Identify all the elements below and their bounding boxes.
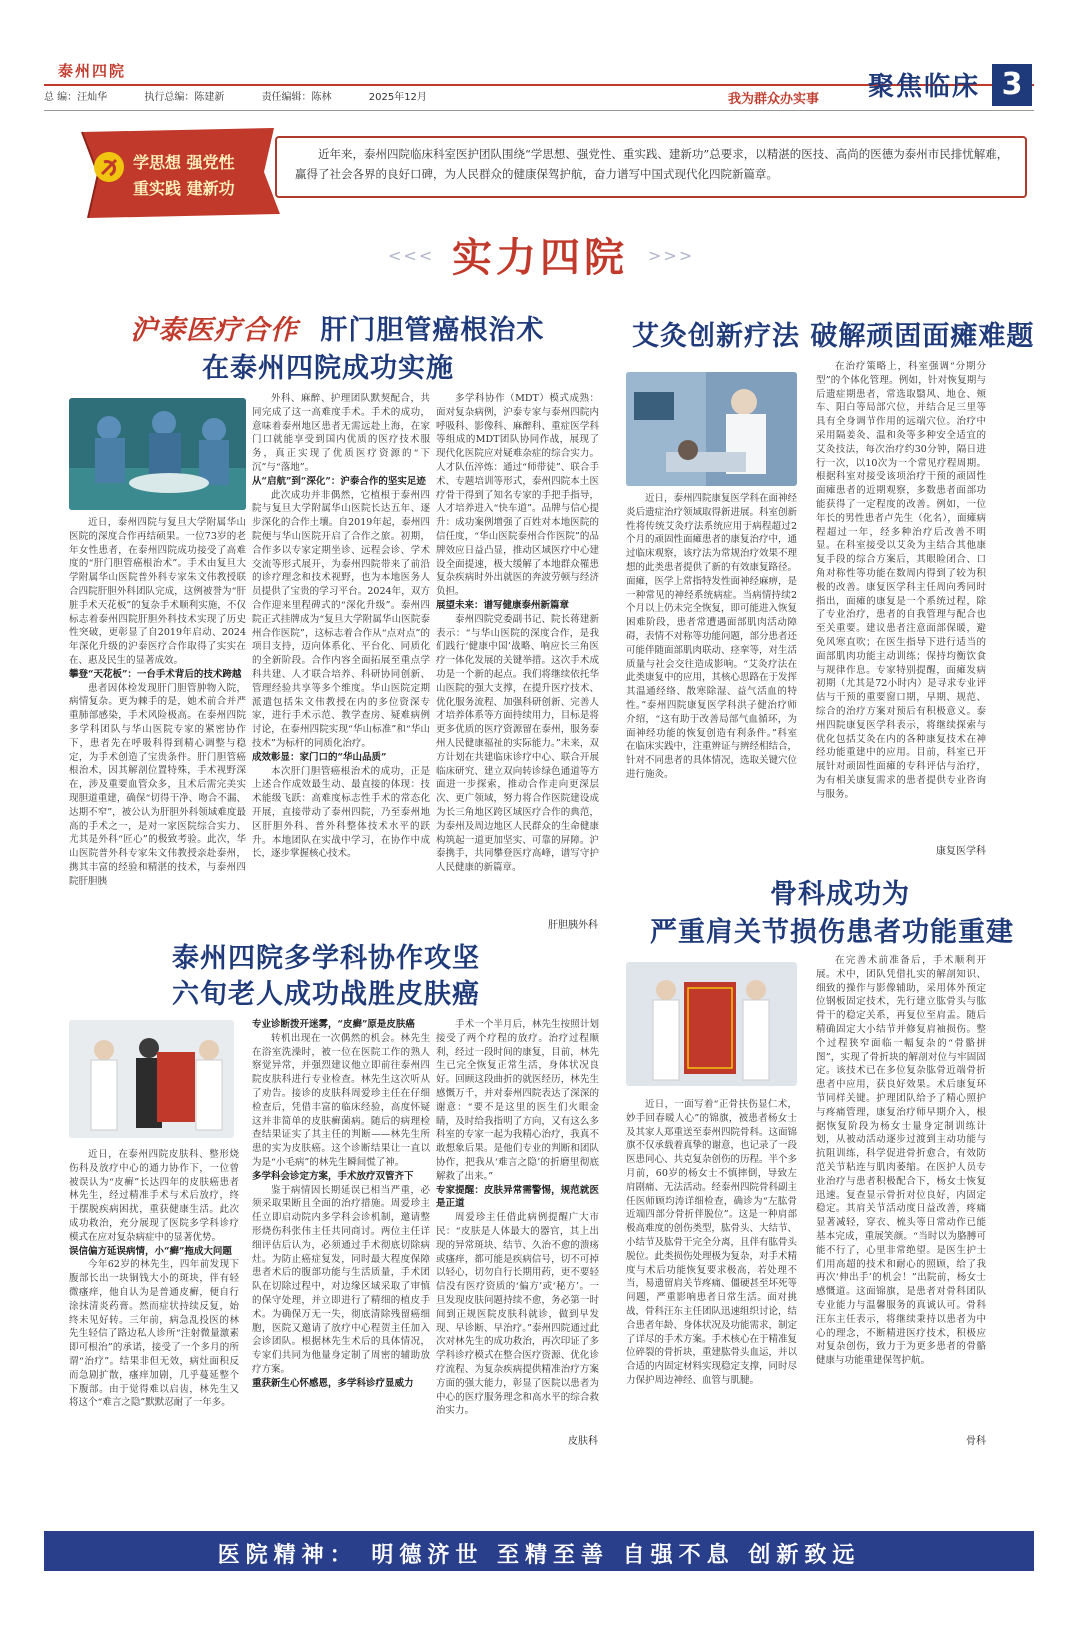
article3-col2-subheading-1: 专业诊断拨开迷雾，“皮癣”原是皮肤癌 (252, 1019, 415, 1030)
article3-col1-para: 近日，在泰州四院皮肤科、整形烧伤科及放疗中心的通力协作下，一位曾被误认为“皮癣”长达四年的皮肤癌患者林先生，经过精准手术与术后放疗，终于摆脱疾病困扰，重获健康生活。此次成功救治，充分展现了医院多学科诊疗模式在应对复杂病症中的显著优势。 (69, 1149, 239, 1243)
article2-photo-treatment (626, 372, 797, 486)
article3-col3-para: 手术一个半月后，林先生按照计划接受了两个疗程的放疗。治疗过程顺利，经过一段时间的康复，目前，林先生已完全恢复正常生活，身体状况良好。回顾这段曲折的就医经历，林先生感慨万千，并对泰州四院表达了深深的谢意：“要不是这里的医生们火眼金睛，及时给我指明了方向，又有这么多科室的专家一起为我精心治疗，我真不敢想象后果。是他们专业的判断和团队协作，把我从‘难言之隐’的折磨里彻底解救了出来。” (436, 1019, 599, 1182)
article4-dept: 骨科 (966, 1436, 986, 1447)
article2-title: 艾灸创新疗法 破解顽固面瘫难题 (632, 321, 1035, 352)
masthead-logo: 泰州四院 (58, 62, 127, 80)
article4-title-line2: 严重肩关节损伤患者功能重建 (650, 917, 1014, 948)
section-title: 聚焦临床 (868, 72, 981, 102)
column-title-arrows-right: >>> (648, 246, 695, 265)
article3-col1-subheading: 误信偏方延误病情，小“癣”拖成大问题 (69, 1245, 232, 1257)
article4-photo-banner-gift (626, 962, 797, 1086)
article2-col2-para: 在治疗策略上，科室强调“分期分型”的个体化管理。例如，针对恢复期与后遗症期患者，常选取翳风、地仓、颊车、阳白等局部穴位，并结合足三里等具有全身调节作用的远端穴位。治疗中采用隔姜灸、温和灸等多种安全适宜的艾灸技法，每次治疗约30分钟，隔日进行一次，以10次为一个常见疗程周期。根据科室对接受该项治疗干预的顽固性面瘫患者的近期观察，多数患者面部功能获得了一定程度的改善。例如，一位年长的男性患者卢先生（化名），面瘫病程超过一年，经多种治疗后改善不明显。在科室接受以艾灸为主结合其他康复手段的综合方案后，其眼睑闭合、口角对称性等功能在数周内得到了较为积极的改善。康复医学科主任周向秀同时指出，面瘫的康复是一个系统过程，除了专业治疗，患者的自我管理与配合也至关重要。建议患者注意面部保暖，避免风寒直吹；在医生指导下进行适当的面部肌肉功能主动训练；保持均衡饮食与规律作息。专家特别提醒，面瘫发病初期（尤其是72小时内）是寻求专业评估与干预的重要窗口期，早期、规范、综合的治疗方案对预后有积极意义。泰州四院康复医学科表示，将继续探索与优化包括艾灸在内的各种康复技术在神经功能重建中的应用。目前，科室已开展针对顽固性面瘫的专科评估与治疗，为有相关康复需求的患者提供专业咨询与服务。 (816, 361, 986, 800)
article4-column-1 (626, 1098, 797, 1436)
article1-col2-para: 外科、麻醉、护理团队默契配合，共同完成了这一高难度手术。手术的成功，意味着泰州地区患者无需远赴上海，在家门口就能享受到国内优质的医疗技术服务，真正实现了优质医疗资源的“下沉”与“落地”。 (252, 393, 430, 473)
column-title (400, 226, 680, 286)
article3-col2-para: 转机出现在一次偶然的机会。林先生在浴室洗澡时，被一位在医院工作的熟人察觉异常，并强烈建议他立即前往泰州四院皮肤科进行专业检查。林先生这次听从了劝告。接诊的皮肤科周爱珍主任在仔细检查后，凭借丰富的临床经验，高度怀疑这并非简单的皮肤癣菌病。随后的病理检查结果证实了其主任的判断——林先生所患的实为皮肤癌。这个诊断结果让一直以为是“小毛病”的林先生瞬间慌了神。 (252, 1032, 430, 1168)
article3-photo-banner-gift (69, 1020, 234, 1138)
article3-col3-subheading: 专家提醒：皮肤异常需警惕，规范就医是正道 (436, 1184, 599, 1210)
banner-line-2: 重实践 建新功 (133, 179, 235, 198)
article3-col2-para2: 鉴于病情因长期延误已相当严重，必须采取果断且全面的治疗措施。周爱珍主任立即启动院内多学科会诊机制，邀请整形烧伤科张伟主任共同商讨。两位主任详细评估后认为，必须通过手术彻底切除病灶。为防止癌症复发，同时最大程度保障患者术后的腹部功能与生活质量，手术团队在切除过程中，对边缘区域采取了审慎的保守处理，并立即进行了精细的植皮手术。为确保万无一失，彻底清除残留癌细胞，医院又邀请了放疗中心程贺主任加入会诊团队。根据林先生术后的具体情况，专家们共同为他量身定制了周密的辅助放疗方案。 (252, 1184, 430, 1375)
article3-col2-subheading-3: 重获新生心怀感恩，多学科诊疗显威力 (252, 1377, 414, 1389)
article3-column-2 (252, 1018, 430, 1450)
editor-in-chief: 总 编：汪灿华 (44, 92, 108, 103)
article4-column-2 (816, 954, 986, 1432)
page-number: 3 (992, 64, 1032, 106)
article3-column-1 (69, 1148, 239, 1448)
article1-col2-subheading-2: 成效彰显：家门口的“华山品质” (252, 751, 387, 763)
footer-label: 医院精神： (217, 1542, 358, 1568)
article4-title-line1: 骨科成功为 (770, 879, 910, 910)
masthead-slogan: 我为群众办实事 (728, 92, 820, 107)
article1-col2-para3: 本次肝门胆管癌根治术的成功，正是上述合作成效最生动、最直接的体现：技术能级飞跃：高难度标志性手术的常态化开展，直接带动了泰州四院，乃至泰州地区肝胆外科、普外科整体技术水平的跃升。本地团队在实战中学习，在协作中成长，逐步掌握核心技术。 (252, 765, 430, 860)
article1-dept: 肝胆胰外科 (548, 920, 598, 931)
article2-col1-para: 近日，泰州四院康复医学科在面神经炎后遗症治疗领域取得新进展。科室创新性将传统艾灸疗法系统应用于病程超过2个月的顽固性面瘫患者的康复治疗中，通过临床观察，该疗法为常规治疗效果不理想的此类患者提供了新的有效康复路径。面瘫，医学上常指特发性面神经麻痹，是一种常见的神经系统病症。当病情持续2个月以上仍未完全恢复，即可能进入恢复困难阶段，患者常遭遇面部肌肉活动障碍，表情不对称等功能问题，部分患者还可能伴随面部肌肉联动、痉挛等，对生活质量与社会交往造成影响。“艾灸疗法在此类康复中的应用，其核心思路在于发挥其温通经络、散寒除湿、益气活血的特性。”泰州四院康复医学科洪子健治疗师介绍，“这有助于改善局部气血循环，为面神经功能的恢复创造有利条件。”科室在临床实践中，注重辨证与辨经相结合，针对不同患者的具体情况，选取关键穴位进行施灸。 (626, 493, 797, 780)
article4-col2-para: 在完善术前准备后，手术顺利开展。术中，团队凭借扎实的解剖知识、细致的操作与影像辅助，采用体外预定位钢板固定技术，先行建立肱骨头与肱骨干的稳定关系，再复位至肩盂。随后精确固定大小结节并修复肩袖损伤。整个过程狭窄面临一幅复杂的“骨骼拼图”，实现了骨折块的解剖对位与牢固固定。该技术已在多位复杂肱骨近端骨折患者中应用，获良好效果。术后康复环节同样关键。护理团队给予了精心照护与疼痛管理，康复治疗师早期介入，根据恢复阶段为杨女士量身定制训练计划，从被动活动逐步过渡到主动功能与抗阻训练，科学促进骨折愈合，有效防范关节粘连与肌肉萎缩。在医护人员专业治疗与患者积极配合下，杨女士恢复迅速。复查显示骨折对位良好，内固定稳定。其肩关节活动度日益改善，疼痛显著减轻，穿衣、梳头等日常动作已能基本完成，重展笑颜。“当时以为胳膊可能不行了，心里非常绝望。是医生护士们用高超的技术和耐心的照顾，给了我再次‘伸出手’的机会！”出院前，杨女士感慨道。这面锦旗，是患者对骨科团队专业能力与温馨服务的真诚认可。骨科汪东主任表示，将继续秉持以患者为中心的理念，不断精进医疗技术，积极应对复杂创伤，致力于为更多患者的骨骼健康与功能重建保驾护航。 (816, 955, 986, 1367)
article3-col2-subheading-2: 多学科会诊定方案，手术放疗双管齐下 (252, 1170, 414, 1182)
banner-line-1: 学思想 强党性 (133, 153, 235, 172)
article3-dept: 皮肤科 (568, 1436, 598, 1447)
article1-photo-surgery (69, 398, 246, 510)
article2-column-2 (816, 360, 986, 840)
article1-title-prefix: 沪泰医疗合作 (130, 315, 298, 346)
article1-col2-para2: 此次成功并非偶然，它植根于泰州四院与复旦大学附属华山医院长达五年、逐步深化的合作土壤。自2019年起，泰州四院便与华山医院开启了合作之旅。初期，合作多以专家定期坐诊、远程会诊、学术交流等形式展开，为泰州四院带来了前沿的诊疗理念和技术视野，也为本地医务人员提供了宝贵的学习平台。2024年，双方合作迎来里程碑式的“深化升级”。泰州四院正式挂牌成为“复旦大学附属华山医院泰州合作医院”，这标志着合作从“点对点”的项目支持，迈向体系化、平台化、同质化的全新阶段。合作内容全面拓展至重点学科共建、人才联合培养、科研协同创新、管理经验共享等多个维度。华山医院定期派遣包括朱文伟教授在内的多位资深专家，进行手术示范、教学查房、疑难病例讨论，在泰州四院实现“华山标准”和“华山技术”为标杆的同质化治疗。 (252, 489, 430, 749)
article1-col1-para: 近日，泰州四院与复旦大学附属华山医院的深度合作再结硕果。一位73岁的老年女性患者，在泰州四院成功接受了高难度的“肝门胆管癌根治术”。手术由复旦大学附属华山医院普外科专家朱文伟教授联合四院肝胆外科团队完成，这例被誉为“肝脏手术天花板”的复杂手术顺利实施，不仅标志着泰州四院肝胆外科技术实现了历史性突破，更彰显了自2019年启动、2024年深化升级的沪泰医疗合作取得了实实在在、惠及民生的显著成效。 (69, 517, 246, 666)
footer-spirit (44, 1538, 1034, 1569)
article3-col1-para2: 今年62岁的林先生，四年前发现下腹部长出一块铜钱大小的斑块，伴有轻微瘙痒，他自认为是普通皮癣，便自行涂抹清炎药膏。然而症状持续反复，始终未见好转。三年前，病急乱投医的林先生轻信了路边私人诊所“注射微量激素即可根治”的承诺，接受了一个多月的所谓“治疗”。结果非但无效，病灶面积反而急剧扩散，瘙痒加剧，几乎蔓延整个下腹部。由于觉得难以启齿，林先生又将这个“难言之隐”默默忍耐了一年多。 (69, 1259, 239, 1409)
article1-col3-subheading: 展望未来：谱写健康泰州新篇章 (436, 599, 570, 611)
article1-column-3 (436, 392, 599, 912)
article1-col3-para2: 泰州四院党委副书记、院长蒋建新表示：“与华山医院的深度合作，是我们践行‘健康中国’战略、响应长三角医疗一体化发展的关键举措。这次手术成功是一个新的起点。我们将继续依托华山医院的强大支撑，在提升医疗技术、优化服务流程、加强科研创新、完善人才培养体系等方面持续用力，目标是将更多优质的医疗资源留在泰州，服务泰州人民健康福祉的实际能力。”未来，双方计划在共建临床诊疗中心、联合开展临床研究、建立双向转诊绿色通道等方面进一步探索，推动合作走向更深层次、更广领域，努力将合作医院建设成为长三角地区跨区域医疗合作的典范，为泰州及周边地区人民群众的生命健康构筑起一道更加坚实、可靠的屏障。沪泰携手，共同攀登医疗高峰，谱写守护人民健康的新篇章。 (436, 613, 599, 874)
footer-spirit-text: 明德济世 至精至善 自强不息 创新致远 (371, 1542, 861, 1568)
executive-editor: 执行总编：陈建新 (144, 92, 225, 103)
article2-column-1 (626, 492, 797, 852)
party-emblem-icon (92, 150, 126, 184)
article3-title-line2: 六旬老人成功战胜皮肤癌 (172, 979, 480, 1010)
article2-dept: 康复医学科 (936, 846, 986, 857)
article4-col1-para: 近日，一面写着“正骨扶伤显仁术，妙手回春暖人心”的锦旗，被患者杨女士及其家人郑重送至泰州四院骨科。这面锦旗不仅承载着真挚的谢意，也记录了一段医患同心、共克复杂创伤的历程。半个多月前，60岁的杨女士不慎摔倒，导致左肩剧痛、无法活动。经泰州四院骨科副主任医师顾均涛详细检查，确诊为“左肱骨近端四部分骨折伴脱位”。这是一种肩部极高难度的创伤类型，肱骨头、大结节、小结节及肱骨干完全分离，且伴有肱骨头脱位。此类损伤处理极为复杂，对手术精度与术后功能恢复要求极高，若处理不当，易遗留肩关节疼痛、僵硬甚至坏死等问题，严重影响患者日常生活。面对挑战，骨科汪东主任团队迅速组织讨论，结合患者年龄、身体状况及功能需求，制定了详尽的手术方案。手术核心在于精准复位碎裂的骨折块，重建肱骨头血运，并以合适的内固定材料实现稳定支撑，同时尽力保护周边神经、血管与肌腱。 (626, 1099, 797, 1386)
article3-col3-para2: 周爱珍主任借此病例提醒广大市民：“皮肤是人体最大的器官，其上出现的异常斑块、结节、久治不愈的溃疡或瘙痒，都可能是疾病信号，切不可掉以轻心，切勿自行长期用药，更不要轻信没有医疗资质的‘偏方’或‘秘方’。一旦发现皮肤问题持续不愈，务必第一时间到正规医院皮肤科就诊，做到早发现、早诊断、早治疗。”泰州四院通过此次对林先生的成功救治，再次印证了多学科诊疗模式在整合医疗资源、优化诊疗流程、为复杂疾病提供精准治疗方案方面的强大能力，彰显了医院以患者为中心的医疗服务理念和高水平的综合救治实力。 (436, 1212, 599, 1417)
article1-column-1 (69, 516, 246, 926)
article1-col3-para: 多学科协作（MDT）模式成熟：面对复杂病例，沪泰专家与泰州四院内呼吸科、影像科、麻醉科、重症医学科等组成的MDT团队协同作战，展现了现代化医院应对疑难杂症的综合实力。人才队伍淬炼：通过“师带徒”、联合手术、专题培训等形式，泰州四院本土医疗骨干得到了知名专家的手把手指导，人才培养进入“快车道”。品牌与信心提升：成功案例增强了百姓对本地医院的信任度，“华山医院泰州合作医院”的品牌效应日益凸显，推动区域医疗中心建设全面提速，极大缓解了本地群众罹患复杂疾病时外出就医的奔波劳顿与经济负担。 (436, 393, 599, 598)
intro-text: 近年来，泰州四院临床科室医护团队围绕“学思想、强党性、重实践、建新功”总要求，以精湛的医技、高尚的医德为泰州市民排忧解难，赢得了社会各界的良好口碑，为人民群众的健康保驾护航，奋力谱写中国式现代化四院新篇章。 (295, 147, 1009, 181)
article1-col1-para2: 患者因体检发现肝门胆管肿物入院，病情复杂。更为棘手的是，她术前合并严重肺部感染，手术风险极高。在泰州四院多学科团队与华山医院专家的紧密协作下，患者先在呼吸科得到精心调整与稳定，为手术创造了宝贵条件。肝门胆管癌根治术，因其解剖位置特殊，手术视野深在，涉及重要血管众多，且术后需完美实现胆道重建，确保“切得干净、吻合不漏、达期不窄”，被公认为肝胆外科领域难度最高的手术之一，是对一家医院综合实力、尤其是外科“匠心”的极致考验。此次，华山医院普外科专家朱文伟教授亲赴泰州，携其丰富的经验和精湛的技术，与泰州四院肝胆胰 (69, 682, 246, 887)
masthead-meta (44, 88, 844, 108)
article1-column-2 (252, 392, 430, 926)
column-title-text: 实力四院 (452, 234, 628, 281)
article1-col1-subheading: 攀登“天花板”：一台手术背后的技术跨越 (69, 668, 242, 680)
article1-title-main: 肝门胆管癌根治术 (320, 315, 545, 346)
issue-date: 2025年12月 (368, 92, 427, 103)
article3-title-line1: 泰州四院多学科协作攻坚 (172, 943, 480, 974)
article3-column-3 (436, 1018, 599, 1428)
sub-rule (44, 110, 1034, 111)
responsible-editor: 责任编辑：陈林 (261, 92, 332, 103)
article1-title-line1 (130, 308, 544, 347)
article1-title-line2: 在泰州四院成功实施 (202, 353, 454, 384)
column-title-arrows-left: <<< (388, 246, 435, 265)
article1-col2-subheading-1: 从“启航”到“深化”：沪泰合作的坚实足迹 (252, 475, 426, 487)
